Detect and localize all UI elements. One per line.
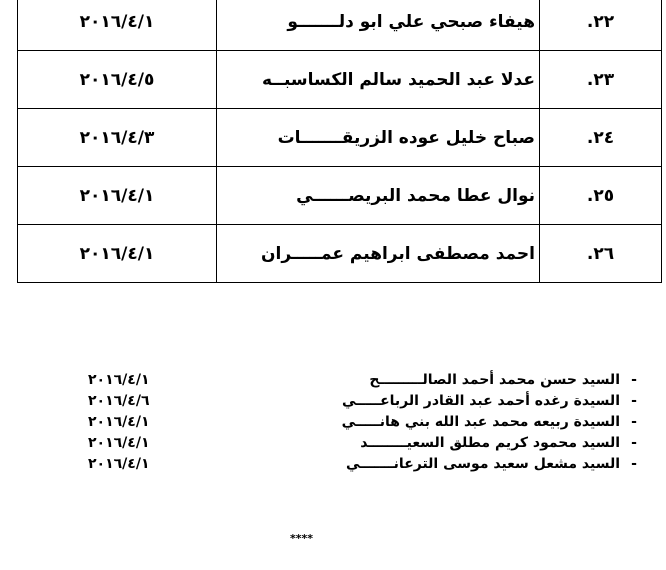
list-item [60,391,640,412]
list-item [60,454,640,475]
list-item-date: ٢٠١٦/٤/١ [88,456,150,472]
date-cell: ٢٠١٦/٤/٥ [18,51,217,109]
list-item-name: السيدة رغده أحمد عبد القادر الرباعـــــي [341,393,620,409]
date-cell: ٢٠١٦/٤/٣ [18,109,217,167]
table-row [18,109,662,167]
date-cell: ٢٠١٦/٤/١ [18,225,217,283]
list-bullet: - [631,414,637,430]
names-list [60,370,640,475]
number-cell: ٢٦. [540,225,662,283]
name-cell: عدلا عبد الحميد سالم الكساسبــه [217,51,540,109]
list-item [60,433,640,454]
table-row [18,167,662,225]
list-item-name: السيد حسن محمد أحمد الصالـــــــــح [369,372,620,388]
list-bullet: - [631,393,637,409]
name-cell: هيفاء صبحي علي ابو دلـــــــو [217,0,540,51]
list-item-name: السيدة ربيعه محمد عبد الله بني هانـــــي [341,414,620,430]
list-bullet: - [631,456,637,472]
number-cell: ٢٥. [540,167,662,225]
section-separator-stars: **** [290,532,314,545]
list-item [60,412,640,433]
list-item-name: السيد مشعل سعيد موسى الترعانـــــــي [346,456,620,472]
list-bullet: - [631,372,637,388]
table-row [18,0,662,51]
name-cell: احمد مصطفى ابراهيم عمـــــران [217,225,540,283]
records-table [17,0,662,283]
date-cell: ٢٠١٦/٤/١ [18,167,217,225]
list-item-date: ٢٠١٦/٤/١ [88,414,150,430]
name-cell: صباح خليل عوده الزريقـــــــات [217,109,540,167]
date-cell: ٢٠١٦/٤/١ [18,0,217,51]
name-cell: نوال عطا محمد البريصــــــي [217,167,540,225]
table-row [18,225,662,283]
table-row [18,51,662,109]
number-cell: ٢٢. [540,0,662,51]
list-bullet: - [631,435,637,451]
list-item [60,370,640,391]
list-item-date: ٢٠١٦/٤/١ [88,435,150,451]
list-item-date: ٢٠١٦/٤/٦ [88,393,150,409]
list-item-name: السيد محمود كريم مطلق السعيــــــــد [360,435,620,451]
number-cell: ٢٤. [540,109,662,167]
number-cell: ٢٣. [540,51,662,109]
list-item-date: ٢٠١٦/٤/١ [88,372,150,388]
